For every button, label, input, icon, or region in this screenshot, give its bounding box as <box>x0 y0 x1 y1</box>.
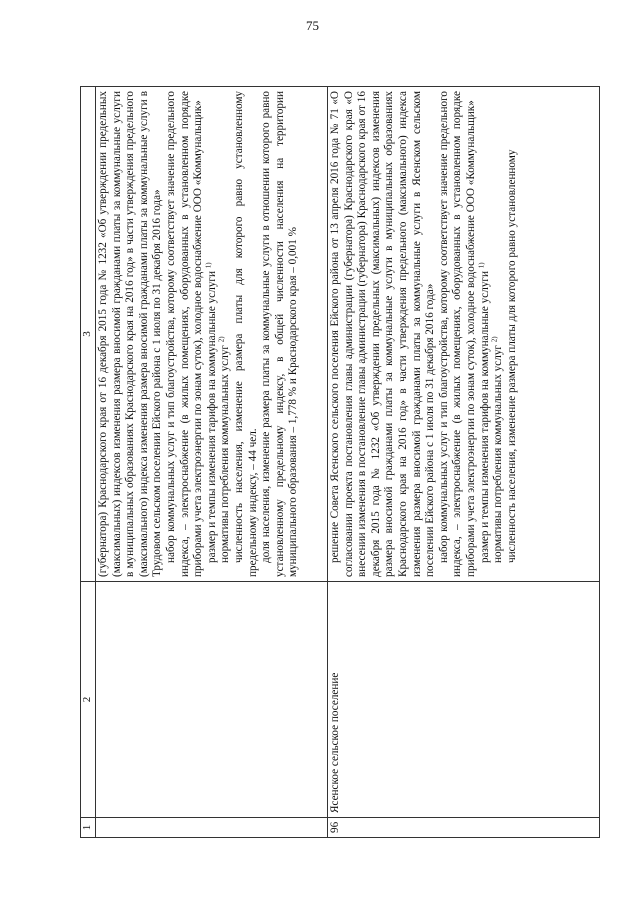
row96-p2: набор коммунальных услуг и тип благоустройства, которому соответствует значение предельного индекса, – электроснабжение (в жилых помещениях, оборудованных в установленном порядке приборами учета электроэнергии по зонам суток), холодное водоснабжение ООО «Коммунальщик» <box>437 91 477 577</box>
row96-p3: размер и темпы изменения тарифов на коммунальные услуги <box>478 271 491 563</box>
row96-p3-wrap <box>476 91 493 577</box>
footnote-1b: 1) <box>476 262 485 269</box>
row96-p4: нормативы потребления коммунальных услуг <box>492 344 505 563</box>
page-number: 75 <box>306 18 319 33</box>
row-cont-p2: набор коммунальных услуг и тип благоустройства, которому соответствует значение предельного индекса, – электроснабжение (в жилых помещениях, оборудованных в установленном порядке приборами учета электроэнергии по зонам суток), холодное водоснабжение ООО «Коммунальщик» <box>164 91 205 577</box>
row96-p4-wrap <box>492 91 506 577</box>
settlement-empty <box>96 582 328 818</box>
row-number: 96 <box>328 818 600 838</box>
row-cont-p3-wrap <box>206 91 220 577</box>
footnote-2: 2) <box>217 336 226 343</box>
rotated-table-container <box>80 86 600 838</box>
row-cont-p3: размер и темпы изменения тарифов на коммунальные услуги <box>205 271 218 563</box>
header-col-2: 2 <box>81 582 96 818</box>
row-96-content <box>328 87 600 582</box>
row-number-empty <box>96 818 328 838</box>
row-cont-p4-wrap <box>219 91 233 577</box>
row96-p5: численность населения, изменение размера платы для которого равно установленному <box>505 149 518 563</box>
row-cont-p5: численность населения, изменение размера платы для которого равно установленному предельному индексу, – 44 чел. <box>232 91 259 577</box>
table-row-continuation <box>96 87 328 838</box>
header-col-3: 3 <box>81 87 96 582</box>
row-cont-p6: доля населения, изменение размера платы за коммунальные услуги в отношении которого равно установленному предельному индексу, в общей численности населения на территории муниципального образования – 1,778 % и Краснодарского края – 0,001 % <box>260 91 300 577</box>
table-row-96 <box>328 87 600 838</box>
header-col-1: 1 <box>81 818 96 838</box>
table-header-row <box>81 87 96 838</box>
row96-p1: решение Совета Ясенского сельского поселения Ейского района от 13 апреля 2016 года № 71 «О согласовании проекта постановления главы администрации (губернатора) Краснодарского края «О внесении изменения в постановление главы администрации (губернатора) Краснодарского края от 16 декабря 2015 года № 1232 «Об утверждении предельных (максимальных) индексов изменения размера вносимой гражданами платы за коммунальные услуги в муниципальных образованиях Краснодарского края на 2016 год» в части утверждения предельного (максимального) индекса изменения размера вносимой гражданами платы за коммунальные услуги в Ясенском сельском поселении Ейского района с 1 июля по 31 декабря 2016 года» <box>329 91 437 577</box>
footnote-2b: 2) <box>490 336 499 343</box>
row-content <box>96 87 328 582</box>
index-table <box>80 86 600 838</box>
row-cont-p1: (губернатора) Краснодарского края от 16 декабря 2015 года № 1232 «Об утверждении предельных (максимальных) индексов изменения размера вносимой гражданами платы за коммунальные услуги в муниципальных образованиях Краснодарского края на 2016 год» в части утверждения предельного (максимального) индекса изменения размера вносимой гражданами платы за коммунальные услуги в Трудовом сельском поселении Ейского района с 1 июля по 31 декабря 2016 года» <box>97 91 164 577</box>
row-cont-p4: нормативы потребления коммунальных услуг <box>219 344 232 563</box>
settlement-name: Ясенское сельское поселение <box>328 582 600 818</box>
footnote-1: 1) <box>204 262 213 269</box>
